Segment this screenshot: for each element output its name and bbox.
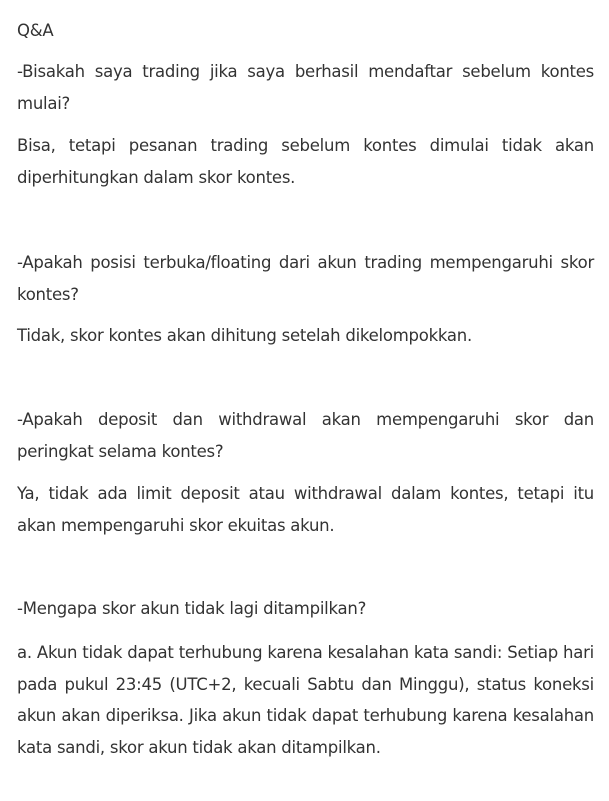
answer-2: Tidak, skor kontes akan dihitung setelah dikelompokkan. (17, 326, 472, 345)
answer-4: a. Akun tidak dapat terhubung karena kesalahan kata sandi: Setiap hari pada pukul 23:45 (UTC+2, kecuali Sabtu dan Minggu), status koneksi akun akan diperiksa. Jika akun tidak dapat terhubung karena kesalahan kata sandi, skor akun tidak akan ditampilkan. (17, 643, 594, 757)
answer-3: Ya, tidak ada limit deposit atau withdrawal dalam kontes, tetapi itu akan mempengaruhi skor ekuitas akun. (17, 484, 594, 535)
question-3: -Apakah deposit dan withdrawal akan mempengaruhi skor dan peringkat selama kontes? (17, 410, 594, 461)
page-title: Q&A (17, 21, 54, 40)
question-2: -Apakah posisi terbuka/floating dari akun trading mempengaruhi skor kontes? (17, 253, 594, 304)
question-1: -Bisakah saya trading jika saya berhasil mendaftar sebelum kontes mulai? (17, 62, 594, 113)
question-4: -Mengapa skor akun tidak lagi ditampilkan? (17, 599, 367, 618)
answer-1: Bisa, tetapi pesanan trading sebelum kontes dimulai tidak akan diperhitungkan dalam skor kontes. (17, 136, 594, 187)
